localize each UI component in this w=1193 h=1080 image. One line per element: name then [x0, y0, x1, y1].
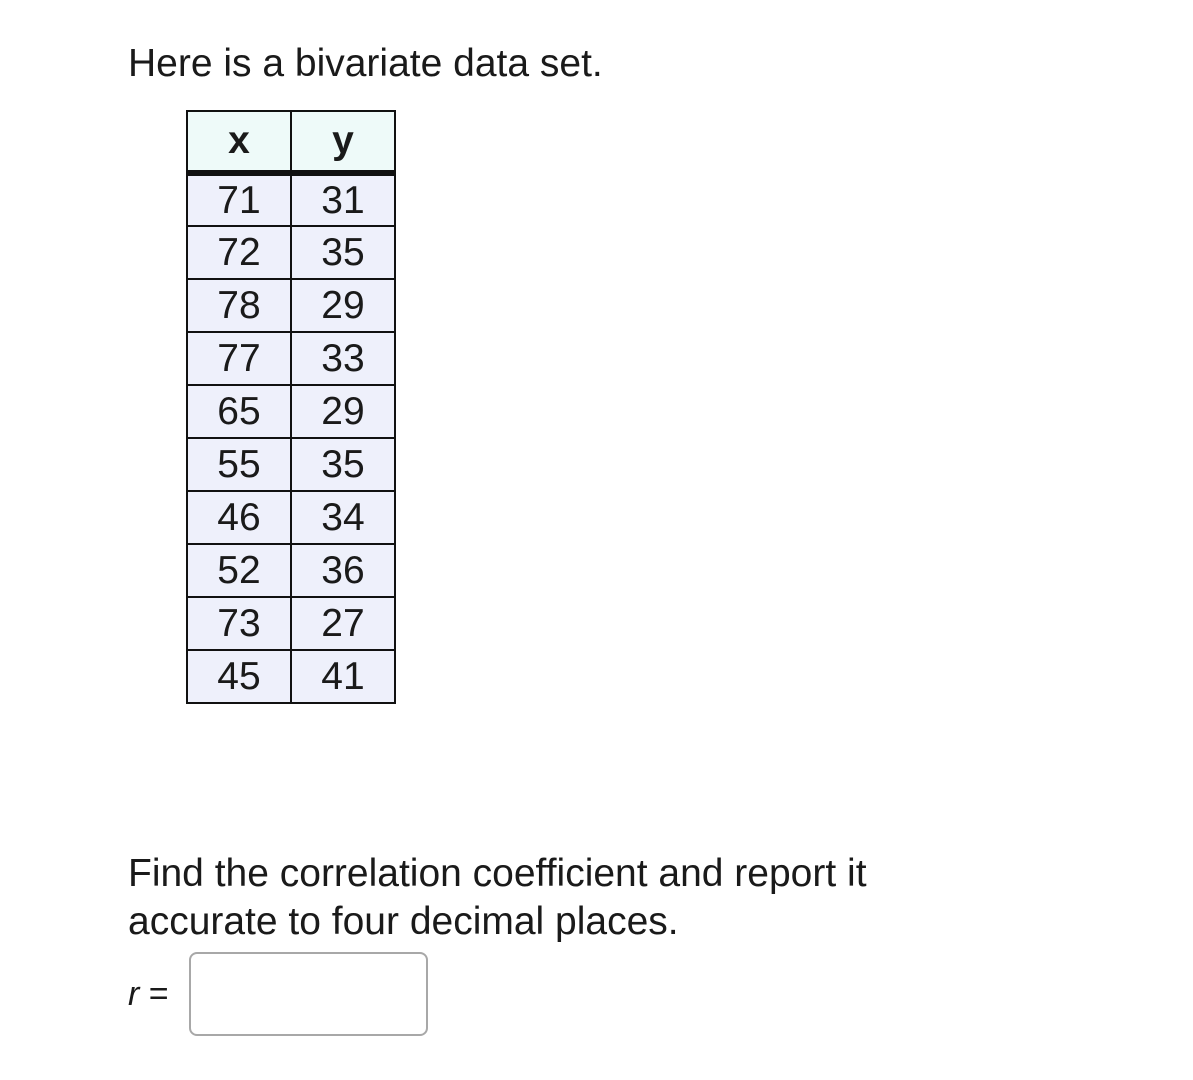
y-cell: 31 — [291, 173, 395, 226]
y-cell: 33 — [291, 332, 395, 385]
answer-row — [128, 950, 428, 1038]
y-cell: 35 — [291, 226, 395, 279]
y-cell: 29 — [291, 385, 395, 438]
table-row — [187, 226, 395, 279]
x-cell: 45 — [187, 650, 291, 703]
x-cell: 46 — [187, 491, 291, 544]
y-cell: 27 — [291, 597, 395, 650]
column-header-y: y — [291, 111, 395, 173]
column-header-x: x — [187, 111, 291, 173]
table-row — [187, 597, 395, 650]
intro-text: Here is a bivariate data set. — [128, 42, 603, 85]
correlation-answer-input[interactable] — [189, 952, 428, 1036]
question-text — [128, 850, 1028, 946]
table-row — [187, 544, 395, 597]
question-line: Find the correlation coefficient and report it — [128, 852, 867, 895]
table-row — [187, 491, 395, 544]
y-cell: 34 — [291, 491, 395, 544]
x-cell: 72 — [187, 226, 291, 279]
x-cell: 52 — [187, 544, 291, 597]
table-row — [187, 438, 395, 491]
r-equals: = — [139, 974, 169, 1013]
table-row — [187, 279, 395, 332]
table-row — [187, 385, 395, 438]
x-cell: 71 — [187, 173, 291, 226]
table-header-row — [187, 111, 395, 173]
r-variable: r — [128, 974, 140, 1013]
y-cell: 36 — [291, 544, 395, 597]
table-row — [187, 173, 395, 226]
x-cell: 78 — [187, 279, 291, 332]
x-cell: 55 — [187, 438, 291, 491]
y-cell: 35 — [291, 438, 395, 491]
table-row — [187, 650, 395, 703]
x-cell: 73 — [187, 597, 291, 650]
bivariate-data-table — [186, 110, 396, 704]
x-cell: 77 — [187, 332, 291, 385]
y-cell: 29 — [291, 279, 395, 332]
x-cell: 65 — [187, 385, 291, 438]
question-line: accurate to four decimal places. — [128, 900, 679, 943]
r-label — [128, 975, 169, 1014]
y-cell: 41 — [291, 650, 395, 703]
table-row — [187, 332, 395, 385]
